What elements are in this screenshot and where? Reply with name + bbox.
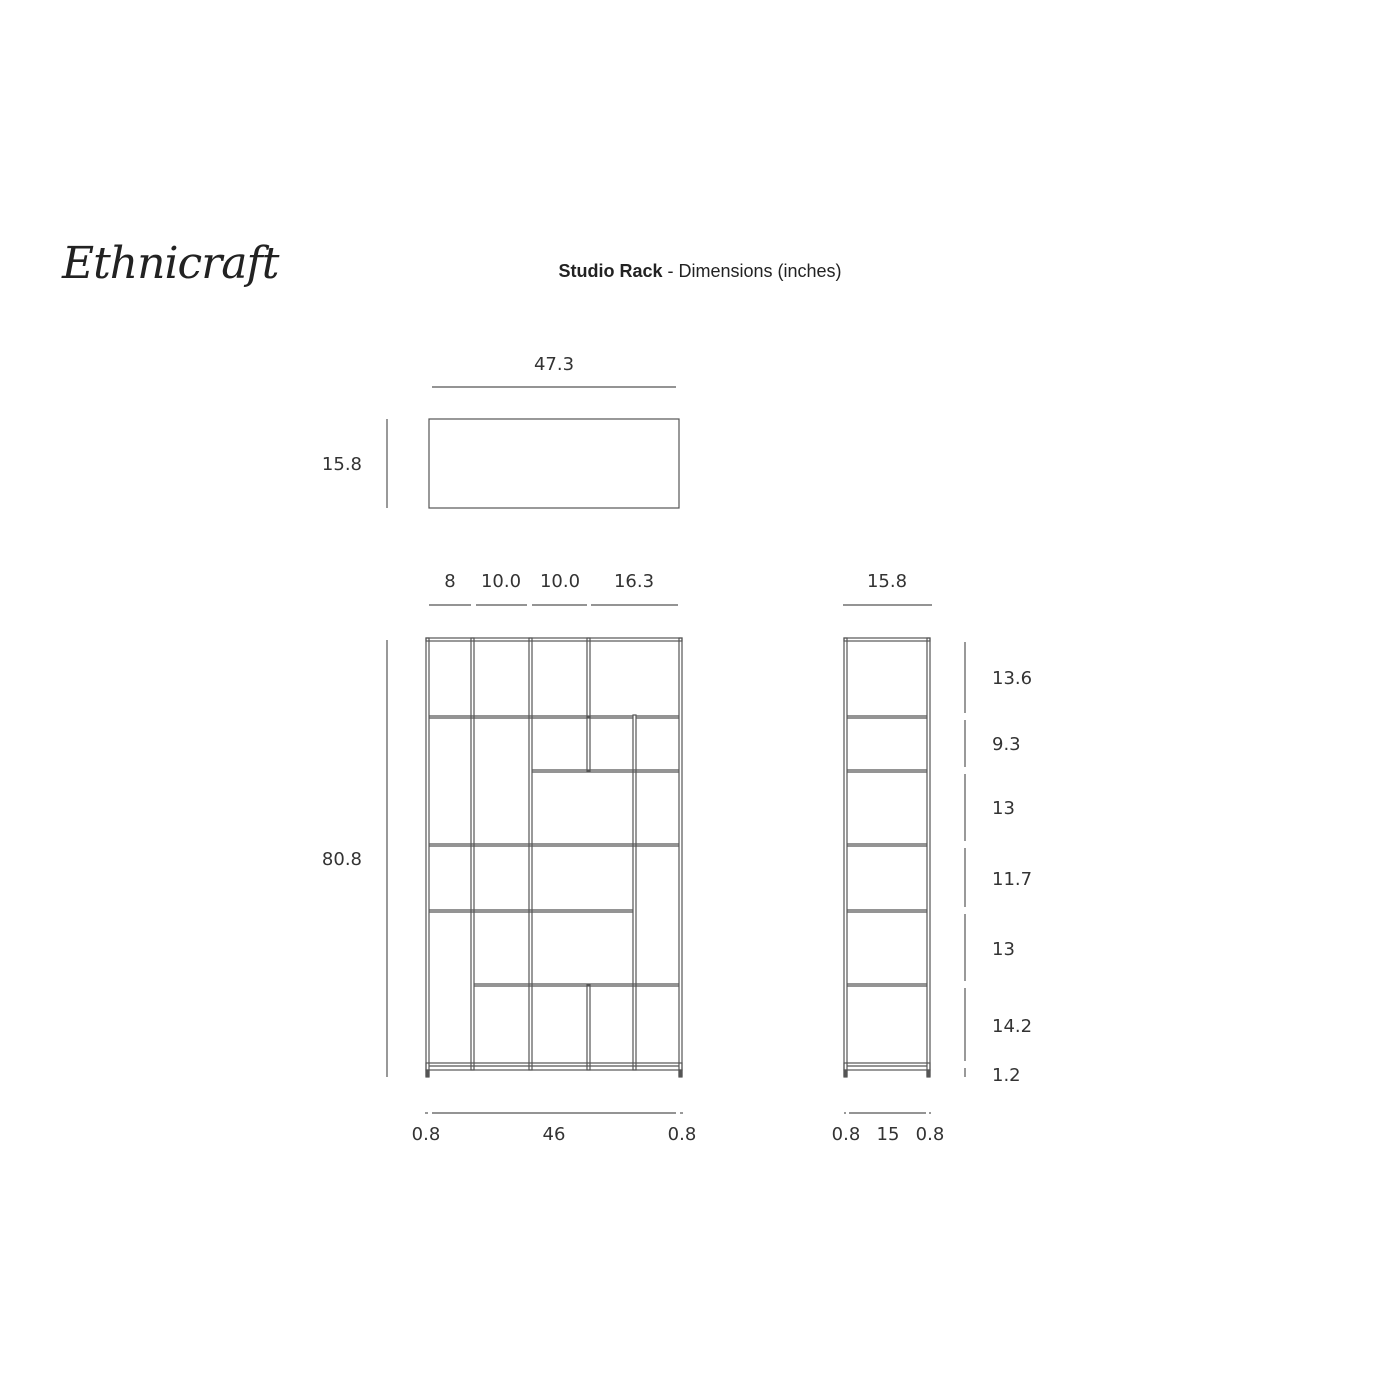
side-inner-width-label: 15 [876,1124,900,1145]
front-col1-label: 8 [444,571,456,592]
side-depth-label: 15.8 [866,571,908,592]
side-seg7-label: 1.2 [992,1065,1021,1086]
front-view-rack [426,638,682,1077]
product-name: Studio Rack [558,261,663,281]
front-right-leg-label: 0.8 [667,1124,697,1145]
side-seg2-label: 9.3 [992,734,1021,755]
side-right-leg-label: 0.8 [915,1124,945,1145]
front-inner-width-label: 46 [542,1124,566,1145]
top-view-outline [429,419,679,508]
side-seg4-label: 11.7 [992,869,1033,890]
side-seg5-label: 13 [992,939,1015,960]
side-left-leg-label: 0.8 [831,1124,861,1145]
ethnicraft-logo: Ethnicraft [62,238,279,289]
top-width-label: 47.3 [533,354,575,375]
side-seg3-label: 13 [992,798,1015,819]
title-separator: - [662,261,679,281]
side-seg6-label: 14.2 [992,1016,1033,1037]
front-height-label: 80.8 [321,849,362,870]
front-col2-label: 10.0 [480,571,522,592]
front-left-leg-label: 0.8 [411,1124,441,1145]
title-subtitle: Dimensions (inches) [678,261,842,281]
side-seg1-label: 13.6 [992,668,1033,689]
top-depth-label: 15.8 [321,454,362,475]
side-view-rack [844,638,930,1077]
front-col4-label: 16.3 [613,571,655,592]
front-col3-label: 10.0 [539,571,581,592]
